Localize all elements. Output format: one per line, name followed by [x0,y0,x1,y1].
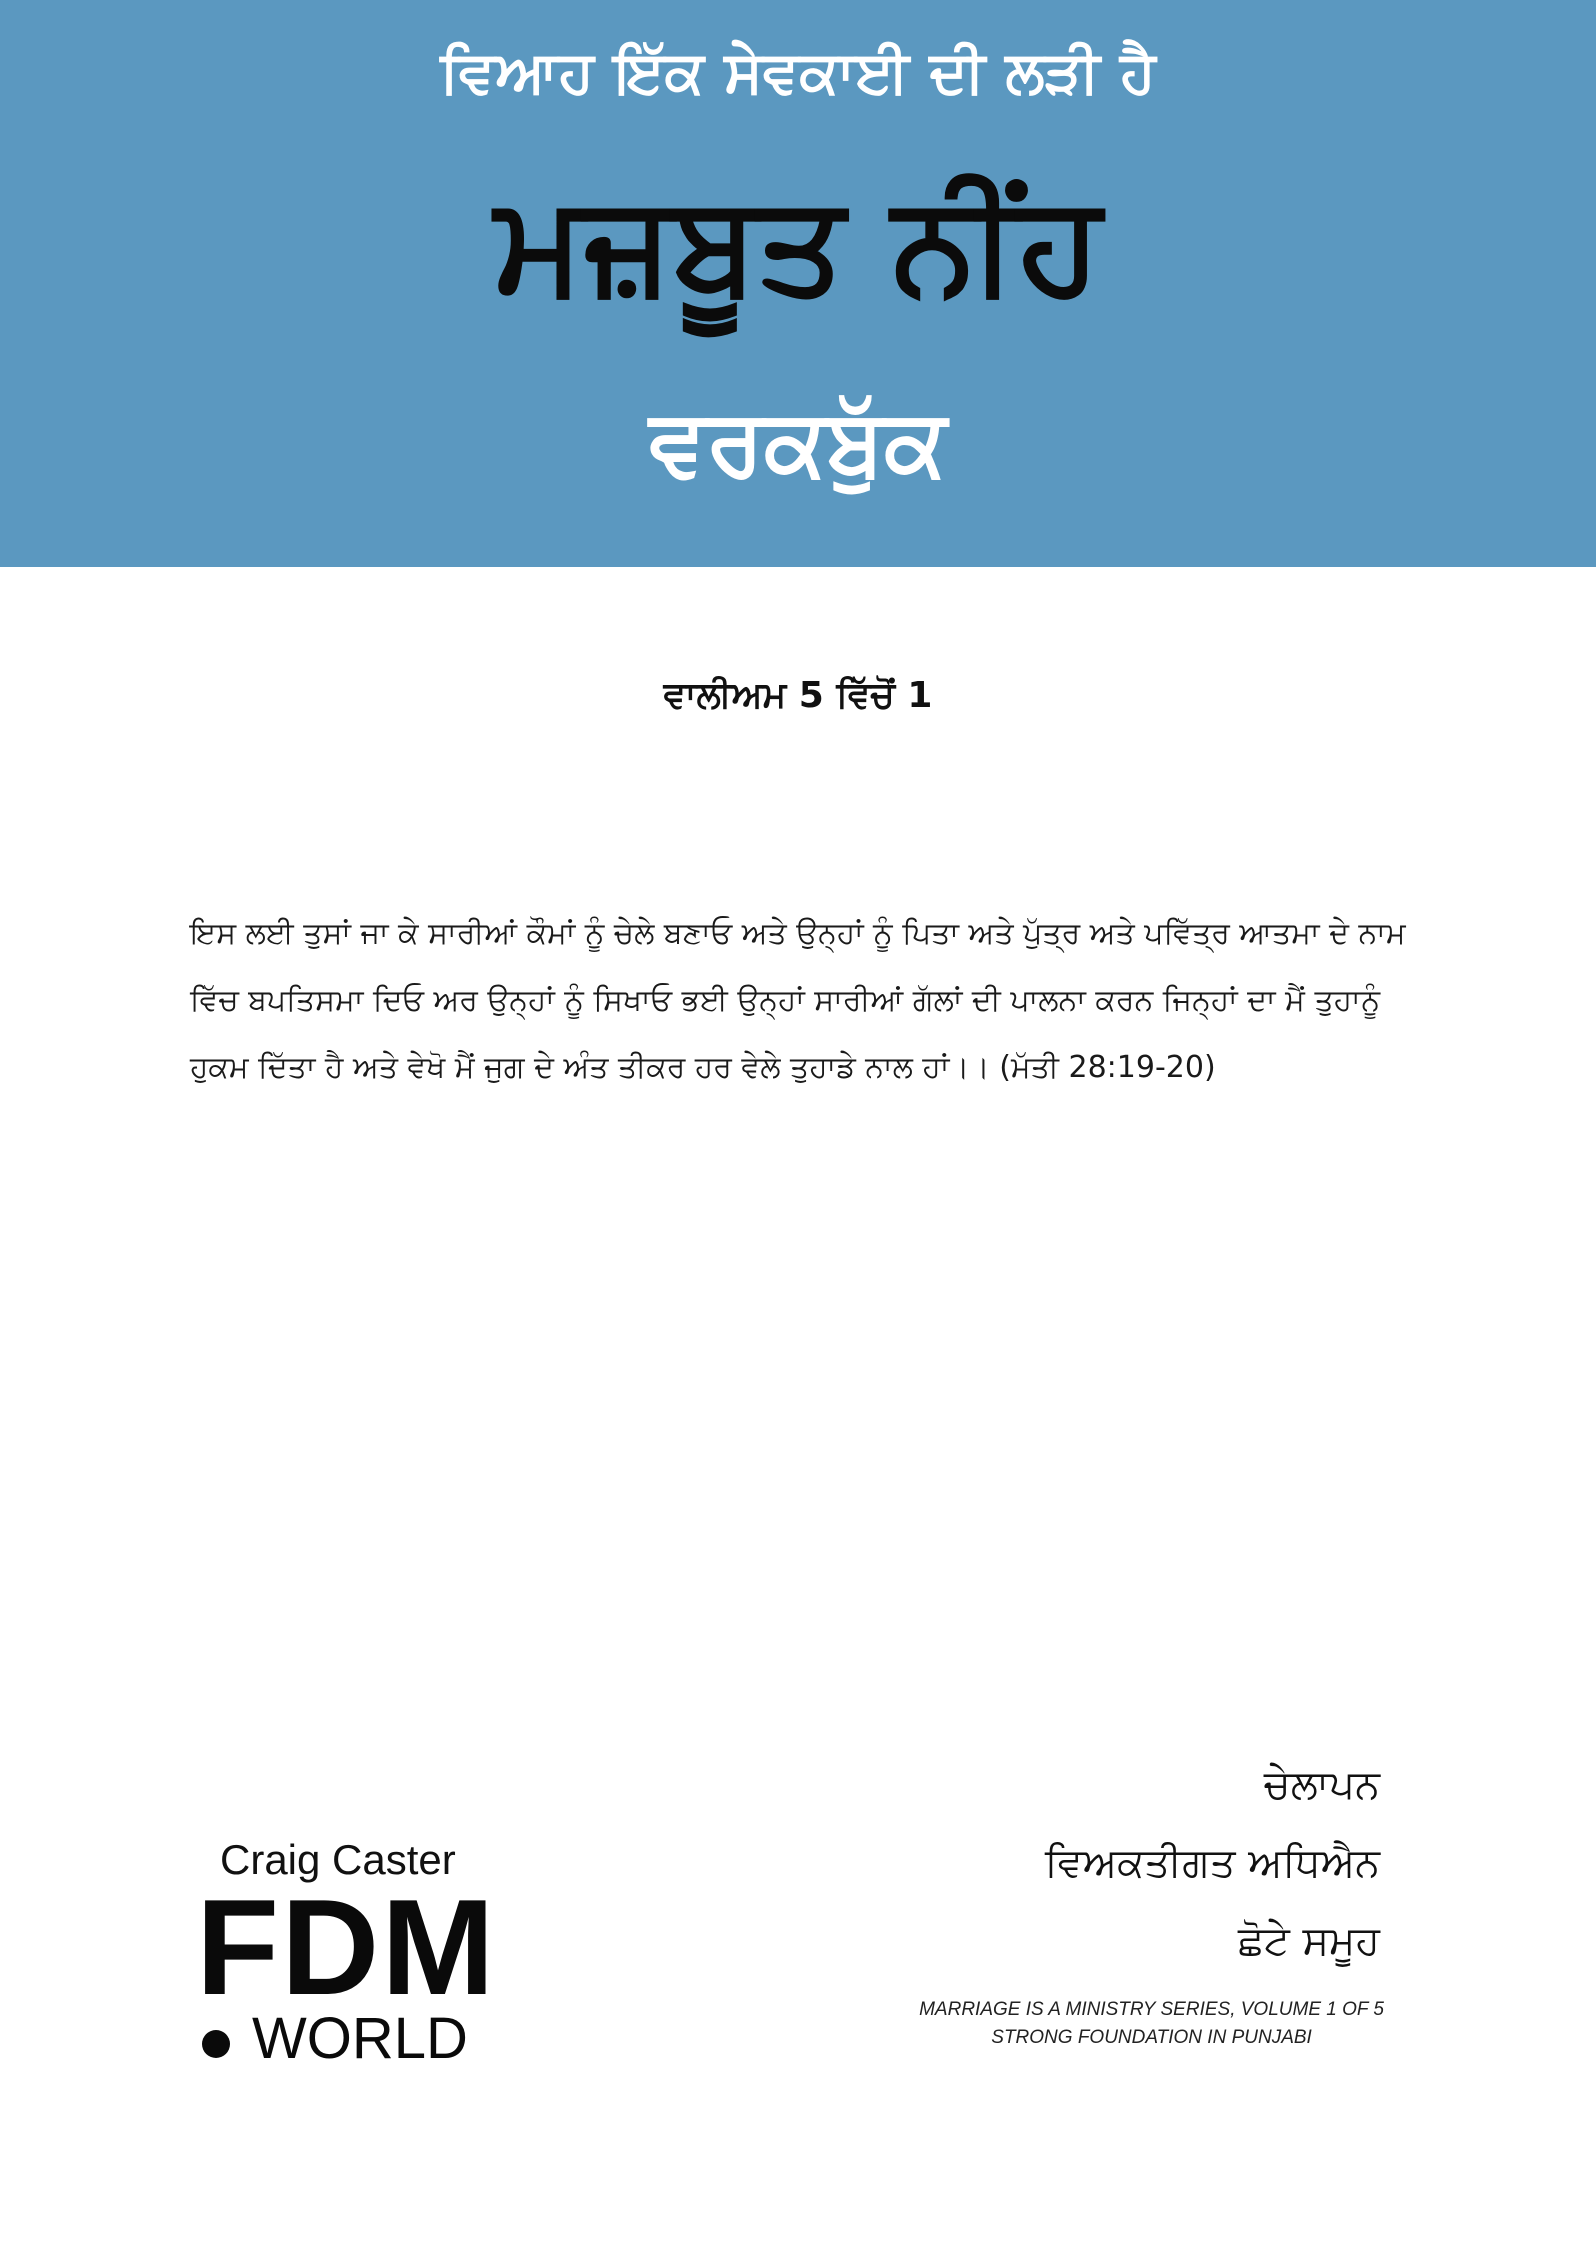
header-banner [0,0,1596,567]
series-note-line: STRONG FOUNDATION IN PUNJABI [991,2027,1312,2048]
volume-label: ਵਾਲੀਅਮ 5 ਵਿੱਚੋਂ 1 [663,675,933,716]
book-subtitle: ਵਰਕਬੁੱਕ [649,389,947,496]
logo-author: Craig Caster [220,1836,456,1883]
series-note-line: MARRIAGE IS A MINISTRY SERIES, VOLUME 1 OF 5 [919,1999,1384,2020]
bullet-dot-icon [202,2030,230,2058]
book-title: ਮਜ਼ਬੂਤ ਨੀਂਹ [494,166,1102,324]
tag-discipleship: ਚੇਲਾਪਨ [1263,1762,1380,1808]
verse-line: ਇਸ ਲਈ ਤੁਸਾਂ ਜਾ ਕੇ ਸਾਰੀਆਂ ਕੌਮਾਂ ਨੂੰ ਚੇਲੇ ਬਣਾਓ ਅਤੇ ਉਨ੍ਹਾਂ ਨੂੰ ਪਿਤਾ ਅਤੇ ਪੁੱਤ੍ਰ ਅਤੇ ਪਵਿੱਤ੍ਰ ਆਤਮਾ ਦੇ ਨਾਮ [190,916,1406,951]
scripture-verse [190,900,1420,1101]
verse-line: ਵਿੱਚ ਬਪਤਿਸਮਾ ਦਿਓ ਅਰ ਉਨ੍ਹਾਂ ਨੂੰ ਸਿਖਾਓ ਭਈ ਉਨ੍ਹਾਂ ਸਾਰੀਆਂ ਗੱਲਾਂ ਦੀ ਪਾਲਨਾ ਕਰਨ ਜਿਨ੍ਹਾਂ ਦਾ ਮੈਂ ਤੁਹਾਨੂੰ [190,983,1381,1018]
series-note [919,1996,1384,2052]
verse-line: ਹੁਕਮ ਦਿੱਤਾ ਹੈ ਅਤੇ ਵੇਖੋ ਮੈਂ ਜੁਗ ਦੇ ਅੰਤ ਤੀਕਰ ਹਰ ਵੇਲੇ ਤੁਹਾਡੇ ਨਾਲ ਹਾਂ।। (ਮੱਤੀ 28:19-20) [190,1050,1216,1085]
tag-personal-study: ਵਿਅਕਤੀਗਤ ਅਧਿਐਨ [1044,1840,1380,1886]
logo-brand-sub: WORLD [252,2006,468,2071]
series-title: ਵਿਆਹ ਇੱਕ ਸੇਵਕਾਈ ਦੀ ਲੜੀ ਹੈ [440,38,1156,106]
logo-brand: FDM [196,1871,497,2023]
fdm-world-logo [196,1834,516,2074]
tag-small-groups: ਛੋਟੇ ਸਮੂਹ [1237,1918,1380,1964]
audience-tags [1045,1746,1380,1980]
